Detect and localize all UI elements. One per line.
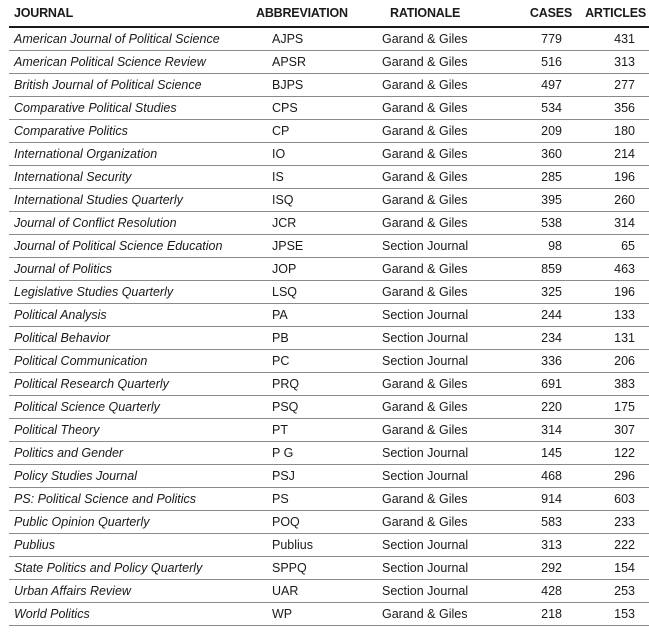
cell-articles: 153 [574,603,649,626]
table-row [9,603,649,626]
cell-abbreviation: WP [246,603,376,626]
cell-abbreviation: PT [246,419,376,442]
cell-cases: 285 [502,166,574,189]
cell-cases: 497 [502,74,574,97]
table-row [9,51,649,74]
header-rationale: RATIONALE [376,0,502,27]
cell-abbreviation: UAR [246,580,376,603]
cell-cases: 691 [502,373,574,396]
cell-articles: 314 [574,212,649,235]
journal-table [9,0,649,626]
cell-articles: 175 [574,396,649,419]
cell-articles: 307 [574,419,649,442]
cell-rationale: Garand & Giles [376,511,502,534]
table-row [9,373,649,396]
cell-articles: 206 [574,350,649,373]
table-row [9,304,649,327]
cell-rationale: Garand & Giles [376,212,502,235]
cell-rationale: Section Journal [376,442,502,465]
cell-rationale: Garand & Giles [376,488,502,511]
cell-abbreviation: JPSE [246,235,376,258]
cell-abbreviation: CPS [246,97,376,120]
cell-abbreviation: PSJ [246,465,376,488]
cell-cases: 779 [502,27,574,51]
cell-articles: 214 [574,143,649,166]
cell-rationale: Garand & Giles [376,189,502,212]
cell-cases: 98 [502,235,574,258]
cell-abbreviation: LSQ [246,281,376,304]
cell-journal: Journal of Conflict Resolution [9,212,246,235]
cell-cases: 360 [502,143,574,166]
cell-abbreviation: POQ [246,511,376,534]
cell-journal: Political Behavior [9,327,246,350]
cell-articles: 356 [574,97,649,120]
cell-abbreviation: APSR [246,51,376,74]
cell-abbreviation: P G [246,442,376,465]
cell-cases: 220 [502,396,574,419]
cell-abbreviation: PRQ [246,373,376,396]
header-row [9,0,649,27]
cell-journal: International Organization [9,143,246,166]
cell-abbreviation: SPPQ [246,557,376,580]
cell-cases: 209 [502,120,574,143]
cell-journal: State Politics and Policy Quarterly [9,557,246,580]
cell-cases: 336 [502,350,574,373]
cell-abbreviation: IO [246,143,376,166]
cell-journal: Political Communication [9,350,246,373]
cell-cases: 395 [502,189,574,212]
table-row [9,465,649,488]
table-row [9,327,649,350]
cell-journal: PS: Political Science and Politics [9,488,246,511]
cell-journal: World Politics [9,603,246,626]
cell-abbreviation: PS [246,488,376,511]
cell-articles: 131 [574,327,649,350]
cell-journal: American Journal of Political Science [9,27,246,51]
table-row [9,74,649,97]
cell-cases: 313 [502,534,574,557]
table-row [9,580,649,603]
table-header [9,0,649,27]
cell-abbreviation: JOP [246,258,376,281]
cell-articles: 383 [574,373,649,396]
cell-articles: 222 [574,534,649,557]
cell-articles: 196 [574,166,649,189]
table-row [9,97,649,120]
cell-cases: 516 [502,51,574,74]
cell-journal: Political Analysis [9,304,246,327]
table-row [9,166,649,189]
cell-cases: 428 [502,580,574,603]
cell-abbreviation: PA [246,304,376,327]
cell-rationale: Section Journal [376,580,502,603]
cell-journal: Politics and Gender [9,442,246,465]
table-row [9,511,649,534]
cell-journal: Political Science Quarterly [9,396,246,419]
cell-rationale: Garand & Giles [376,373,502,396]
cell-rationale: Garand & Giles [376,396,502,419]
table-row [9,258,649,281]
cell-rationale: Section Journal [376,534,502,557]
cell-articles: 122 [574,442,649,465]
cell-rationale: Garand & Giles [376,97,502,120]
cell-cases: 468 [502,465,574,488]
cell-cases: 325 [502,281,574,304]
table-row [9,189,649,212]
cell-articles: 196 [574,281,649,304]
cell-journal: International Studies Quarterly [9,189,246,212]
header-journal: JOURNAL [9,0,246,27]
cell-journal: Publius [9,534,246,557]
cell-cases: 292 [502,557,574,580]
cell-journal: Policy Studies Journal [9,465,246,488]
cell-abbreviation: CP [246,120,376,143]
cell-articles: 253 [574,580,649,603]
cell-journal: Public Opinion Quarterly [9,511,246,534]
cell-abbreviation: IS [246,166,376,189]
cell-rationale: Garand & Giles [376,281,502,304]
cell-articles: 603 [574,488,649,511]
cell-journal: Comparative Political Studies [9,97,246,120]
cell-cases: 534 [502,97,574,120]
cell-articles: 431 [574,27,649,51]
cell-rationale: Section Journal [376,327,502,350]
cell-rationale: Section Journal [376,350,502,373]
cell-rationale: Section Journal [376,235,502,258]
cell-articles: 260 [574,189,649,212]
cell-rationale: Garand & Giles [376,51,502,74]
table-row [9,419,649,442]
cell-journal: American Political Science Review [9,51,246,74]
header-abbreviation: ABBREVIATION [246,0,376,27]
cell-abbreviation: AJPS [246,27,376,51]
table-row [9,442,649,465]
cell-articles: 233 [574,511,649,534]
cell-journal: Comparative Politics [9,120,246,143]
cell-cases: 234 [502,327,574,350]
cell-rationale: Garand & Giles [376,258,502,281]
table-row [9,27,649,51]
table-row [9,396,649,419]
cell-articles: 463 [574,258,649,281]
table-row [9,534,649,557]
cell-abbreviation: ISQ [246,189,376,212]
cell-journal: Journal of Political Science Education [9,235,246,258]
cell-articles: 133 [574,304,649,327]
cell-articles: 313 [574,51,649,74]
cell-journal: Legislative Studies Quarterly [9,281,246,304]
cell-abbreviation: Publius [246,534,376,557]
cell-cases: 538 [502,212,574,235]
cell-articles: 296 [574,465,649,488]
cell-abbreviation: PSQ [246,396,376,419]
cell-journal: International Security [9,166,246,189]
cell-rationale: Section Journal [376,465,502,488]
table-row [9,143,649,166]
cell-abbreviation: BJPS [246,74,376,97]
cell-rationale: Section Journal [376,304,502,327]
cell-journal: Political Theory [9,419,246,442]
table-row [9,212,649,235]
cell-cases: 583 [502,511,574,534]
cell-journal: Urban Affairs Review [9,580,246,603]
cell-cases: 859 [502,258,574,281]
cell-journal: British Journal of Political Science [9,74,246,97]
cell-articles: 65 [574,235,649,258]
cell-abbreviation: PB [246,327,376,350]
cell-cases: 314 [502,419,574,442]
cell-rationale: Garand & Giles [376,120,502,143]
cell-cases: 218 [502,603,574,626]
cell-journal: Journal of Politics [9,258,246,281]
table-row [9,350,649,373]
table-row [9,488,649,511]
cell-abbreviation: JCR [246,212,376,235]
cell-rationale: Section Journal [376,557,502,580]
cell-articles: 154 [574,557,649,580]
table-row [9,557,649,580]
table-row [9,281,649,304]
table-row [9,235,649,258]
cell-rationale: Garand & Giles [376,419,502,442]
cell-rationale: Garand & Giles [376,166,502,189]
cell-cases: 145 [502,442,574,465]
cell-rationale: Garand & Giles [376,74,502,97]
cell-journal: Political Research Quarterly [9,373,246,396]
cell-rationale: Garand & Giles [376,27,502,51]
cell-articles: 277 [574,74,649,97]
table-body [9,27,649,626]
header-cases: CASES [502,0,574,27]
header-articles: ARTICLES [574,0,649,27]
cell-cases: 244 [502,304,574,327]
cell-abbreviation: PC [246,350,376,373]
cell-rationale: Garand & Giles [376,603,502,626]
cell-cases: 914 [502,488,574,511]
table-row [9,120,649,143]
cell-articles: 180 [574,120,649,143]
cell-rationale: Garand & Giles [376,143,502,166]
